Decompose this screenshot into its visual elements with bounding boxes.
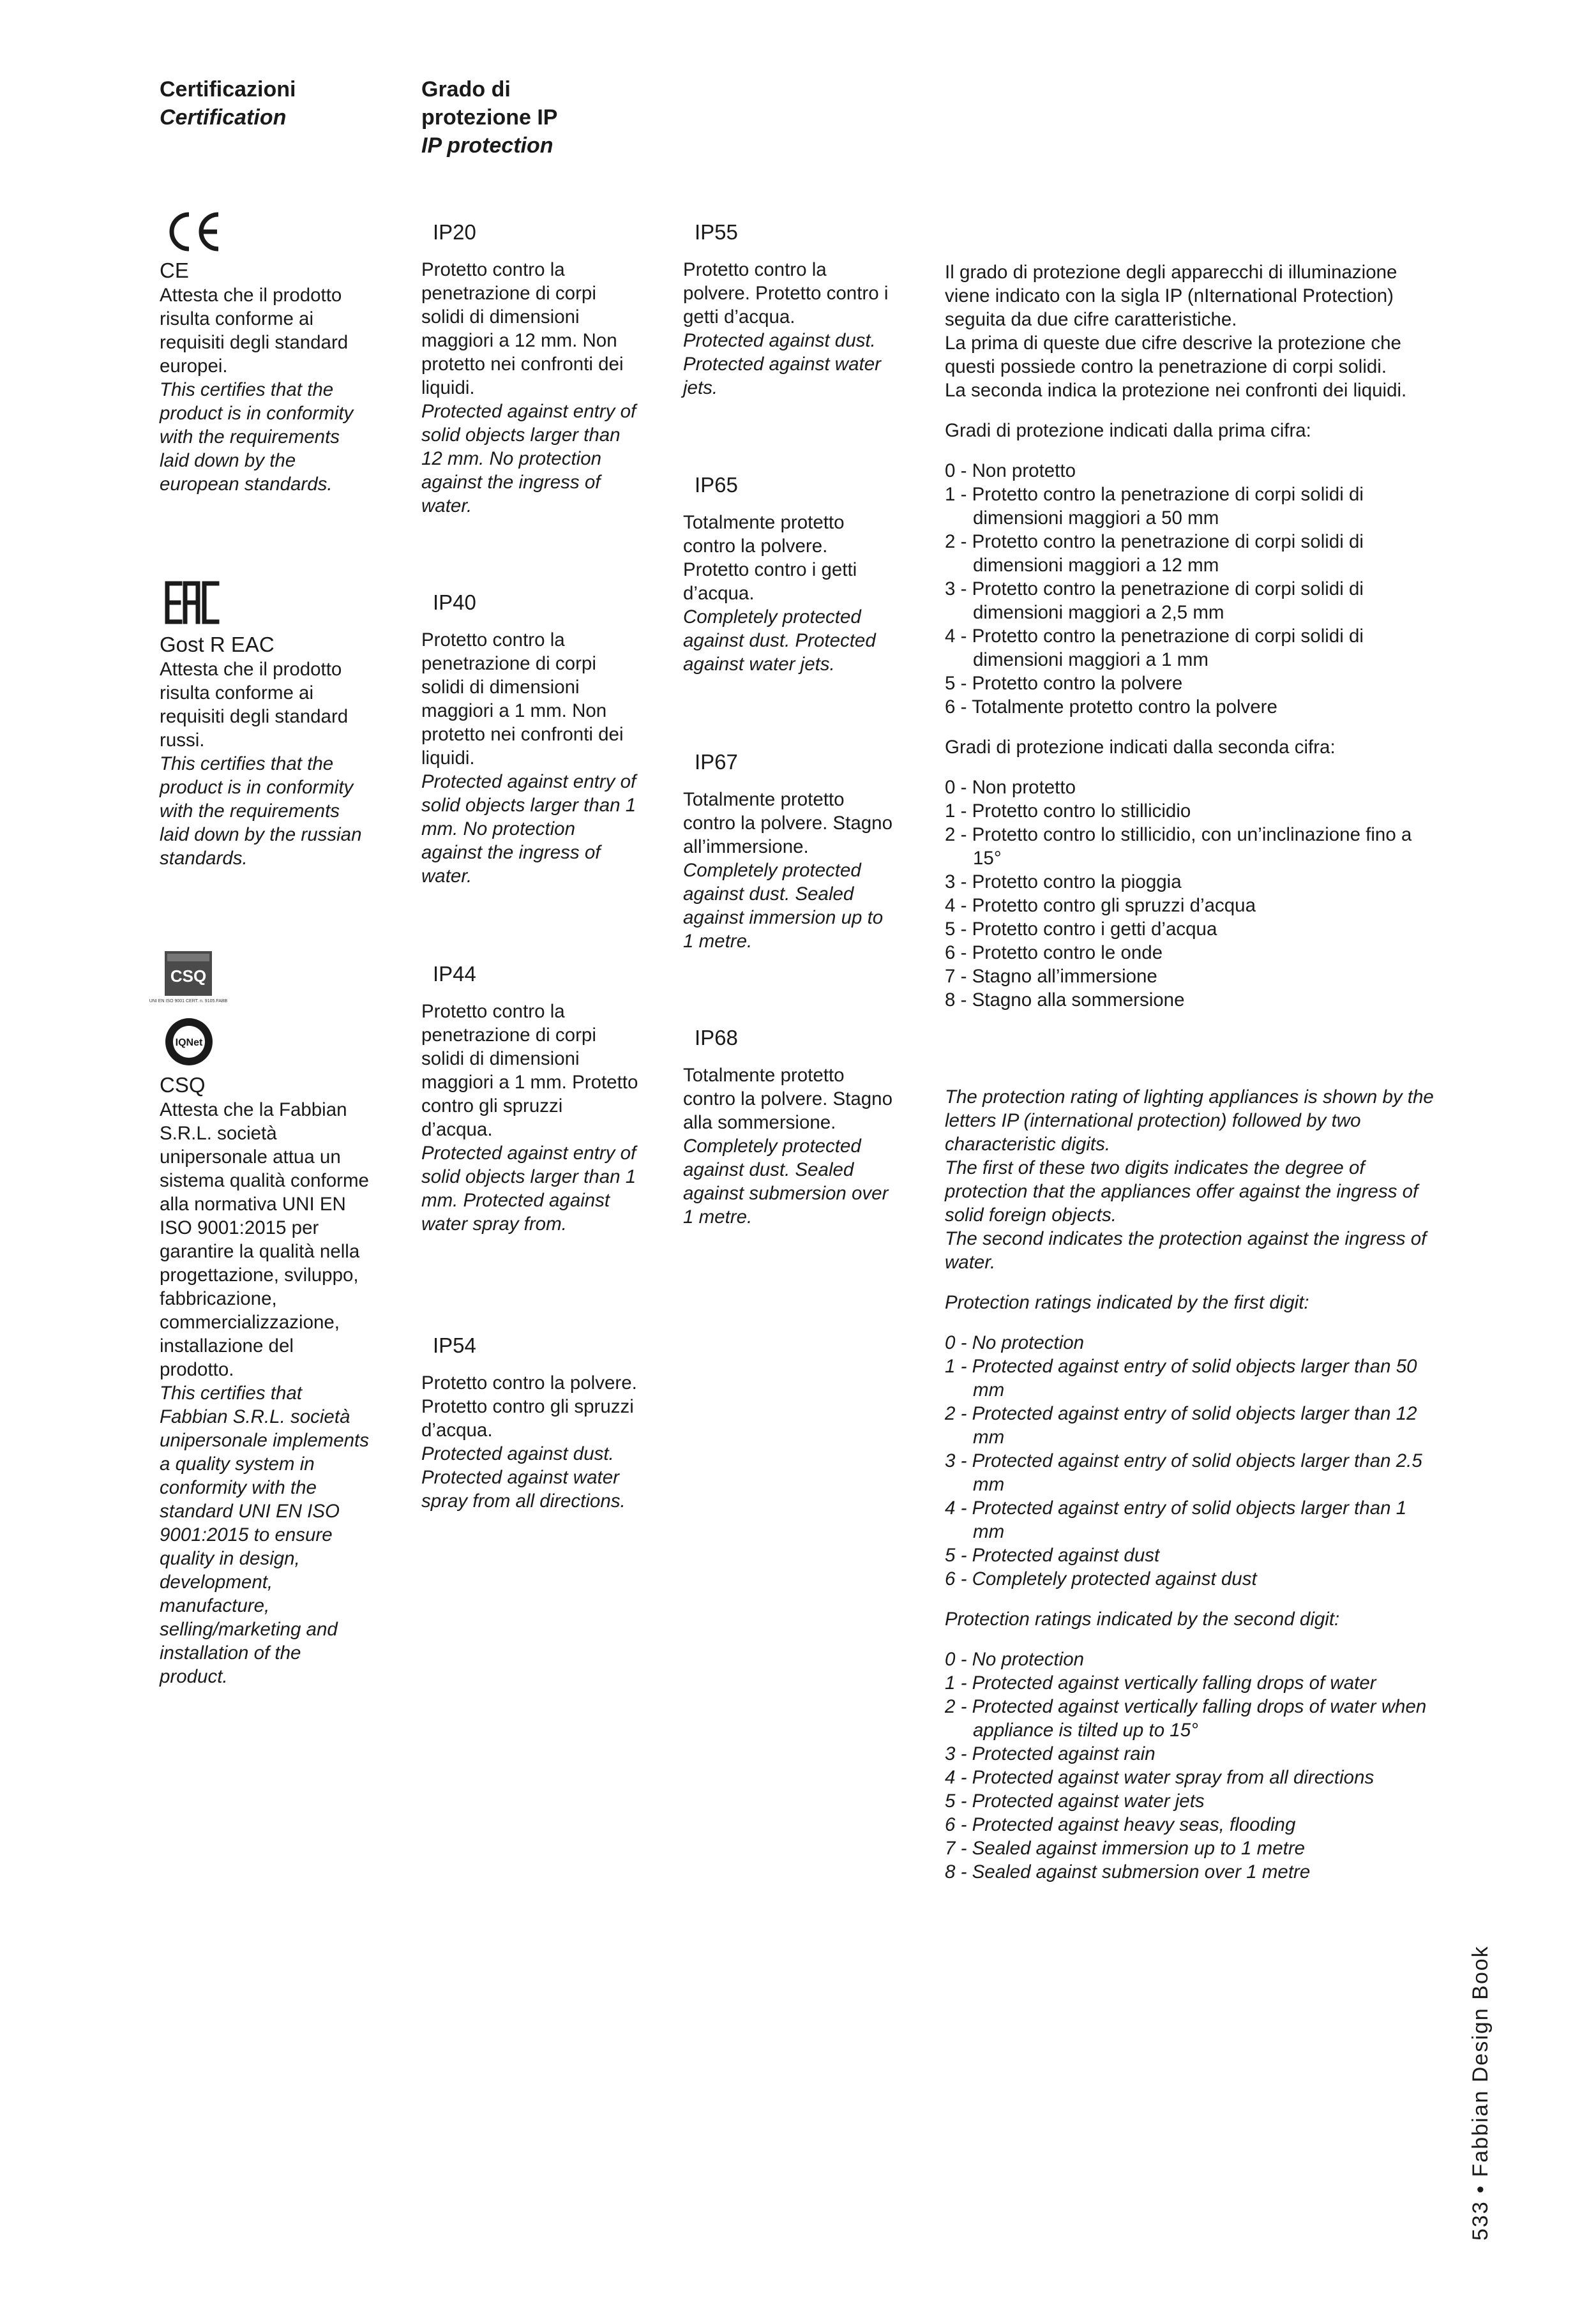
cert-eac-it: Attesta che il prodotto risulta conforme ai requisiti degli standard russi. — [160, 659, 349, 751]
list-item: 5 - Protetto contro la polvere — [945, 673, 1183, 694]
cert-csq-title: CSQ — [160, 1073, 206, 1097]
list-item: 0 - No protection — [945, 1649, 1085, 1670]
csq-logo-text: CSQ — [170, 966, 207, 986]
list-item: 3 - Protetto contro la pioggia — [945, 871, 1182, 892]
list-item: 6 - Totalmente protetto contro la polvere — [945, 696, 1277, 717]
ip55-it: Protetto contro la polvere. Protetto contro i getti d’acqua. — [683, 259, 889, 327]
ip40-it: Protetto contro la penetrazione di corpi solidi di dimensioni maggiori a 1 mm. Non protetto nei confronti dei liquidi. — [421, 629, 624, 769]
page-footer — [1468, 1945, 1493, 2241]
footer-bullet: • — [1468, 2184, 1493, 2193]
list-item: 4 - Protected against entry of solid objects larger than 1 mm — [945, 1498, 1407, 1542]
ip44-en: Protected against entry of solid objects larger than 1 mm. Protected against water spray from. — [421, 1143, 636, 1235]
ip-rating-ip20 — [421, 220, 638, 518]
list-item: 3 - Protetto contro la penetrazione di corpi solidi di dimensioni maggiori a 2,5 mm — [945, 578, 1364, 623]
ip-rating-ip68 — [683, 1025, 894, 1229]
list-item: 2 - Protetto contro la penetrazione di corpi solidi di dimensioni maggiori a 12 mm — [945, 531, 1364, 576]
ip40-en: Protected against entry of solid objects larger than 1 mm. No protection against the ingress of water. — [421, 771, 636, 887]
book-title: Fabbian Design Book — [1468, 1945, 1493, 2177]
ce-mark-icon — [165, 211, 222, 253]
list-item: 5 - Protected against water jets — [945, 1791, 1205, 1812]
list-item: 1 - Protected against entry of solid objects larger than 50 mm — [945, 1356, 1417, 1401]
ip-protection-header — [421, 75, 651, 160]
ip67-code: IP67 — [695, 750, 738, 774]
cert-ce-en: This certifies that the product is in conformity with the requirements laid down by the european standards. — [160, 379, 354, 495]
ip-rating-ip40 — [421, 590, 638, 888]
ip20-en: Protected against entry of solid objects larger than 12 mm. No protection against the ingress of water. — [421, 401, 636, 516]
explanation-it-first-title: Gradi di protezione indicati dalla prima cifra: — [945, 420, 1311, 441]
list-item: 0 - Non protetto — [945, 460, 1076, 481]
cert-ce-block — [160, 258, 370, 496]
explanation-it-intro-3: La seconda indica la protezione nei confronti dei liquidi. — [945, 380, 1407, 401]
list-item: 4 - Protetto contro gli spruzzi d’acqua — [945, 895, 1256, 916]
ip54-it: Protetto contro la polvere. Protetto contro gli spruzzi d’acqua. — [421, 1372, 637, 1441]
csq-logo — [149, 951, 228, 1011]
list-item: 2 - Protetto contro lo stillicidio, con un’inclinazione fino a 15° — [945, 824, 1412, 869]
ip20-code: IP20 — [433, 220, 476, 244]
certification-header-en: Certification — [160, 105, 287, 130]
ip-rating-ip55 — [683, 220, 894, 400]
ip68-en: Completely protected against dust. Sealed against submersion over 1 metre. — [683, 1136, 889, 1228]
explanation-en-intro-1: The protection rating of lighting appliances is shown by the letters IP (international protection) followed by two characteristic digits. — [945, 1086, 1434, 1155]
cert-eac-title: Gost R EAC — [160, 633, 275, 656]
explanation-en-intro-2: The first of these two digits indicates the degree of protection that the appliances offer against the ingress of solid foreign objects. — [945, 1157, 1419, 1226]
explanation-en-second-list — [945, 1648, 1443, 1884]
explanation-en-intro-3: The second indicates the protection against the ingress of water. — [945, 1228, 1427, 1273]
ip-rating-ip67 — [683, 749, 894, 953]
cert-eac-block — [160, 632, 370, 870]
explanation-en-second-title: Protection ratings indicated by the second digit: — [945, 1609, 1340, 1630]
list-item: 5 - Protetto contro i getti d’acqua — [945, 919, 1217, 940]
explanation-it-second-list — [945, 776, 1443, 1012]
ip65-en: Completely protected against dust. Protected against water jets. — [683, 606, 876, 675]
list-item: 1 - Protetto contro lo stillicidio — [945, 800, 1191, 822]
list-item: 2 - Protected against entry of solid objects larger than 12 mm — [945, 1403, 1417, 1448]
explanation-en-first-title: Protection ratings indicated by the first digit: — [945, 1292, 1309, 1313]
list-item: 1 - Protected against vertically falling drops of water — [945, 1672, 1376, 1694]
ip44-code: IP44 — [433, 962, 476, 986]
ip65-code: IP65 — [695, 473, 738, 497]
list-item: 8 - Stagno alla sommersione — [945, 989, 1185, 1010]
ip55-en: Protected against dust. Protected against water jets. — [683, 330, 881, 398]
cert-eac-en: This certifies that the product is in conformity with the requirements laid down by the russian standards. — [160, 753, 362, 869]
ip-header-it-line1: Grado di — [421, 77, 511, 101]
page-number: 533 — [1468, 2200, 1493, 2241]
list-item: 7 - Sealed against immersion up to 1 metre — [945, 1838, 1306, 1859]
ip65-it: Totalmente protetto contro la polvere. Protetto contro i getti d’acqua. — [683, 512, 857, 604]
list-item: 6 - Completely protected against dust — [945, 1568, 1257, 1589]
list-item: 8 - Sealed against submersion over 1 metre — [945, 1861, 1311, 1882]
ip68-code: IP68 — [695, 1026, 738, 1049]
eac-mark-icon — [165, 581, 220, 624]
certification-header-it: Certificazioni — [160, 77, 296, 101]
cert-ce-title: CE — [160, 259, 189, 282]
explanation-it — [945, 260, 1443, 1012]
csq-logo-subtext: UNI EN ISO 9001 CERT. n. 9105.FABB — [149, 999, 228, 1003]
ip54-code: IP54 — [433, 1334, 476, 1357]
ip44-it: Protetto contro la penetrazione di corpi solidi di dimensioni maggiori a 1 mm. Protetto contro gli spruzzi d’acqua. — [421, 1001, 638, 1140]
cert-csq-en: This certifies that Fabbian S.R.L. società unipersonale implements a quality system in conformity with the standard UNI EN ISO 9001:2015 to ensure quality in design, development, manufacture, selling/marketing and installation of the product. — [160, 1383, 369, 1687]
certification-header — [160, 75, 377, 131]
list-item: 2 - Protected against vertically falling drops of water when appliance is tilted up to 15° — [945, 1696, 1427, 1741]
ip-rating-ip44 — [421, 961, 638, 1236]
ip-rating-ip54 — [421, 1333, 638, 1513]
list-item: 5 - Protected against dust — [945, 1545, 1160, 1566]
explanation-it-first-list — [945, 459, 1443, 719]
explanation-en — [945, 1085, 1443, 1884]
ip67-en: Completely protected against dust. Sealed against immersion up to 1 metre. — [683, 860, 884, 952]
cert-csq-it: Attesta che la Fabbian S.R.L. società unipersonale attua un sistema qualità conforme alla normativa UNI EN ISO 9001:2015 per garantire la qualità nella progettazione, sviluppo, fabbricazione, commercializzazione, installazione del prodotto. — [160, 1099, 369, 1380]
explanation-it-intro-2: La prima di queste due cifre descrive la protezione che questi possiede contro la penetrazione di corpi solidi. — [945, 333, 1401, 377]
cert-csq-block — [160, 1072, 370, 1688]
list-item: 7 - Stagno all’immersione — [945, 966, 1157, 987]
explanation-it-intro-1: Il grado di protezione degli apparecchi di illuminazione viene indicato con la sigla IP (nIternational Protection) seguita da due cifre caratteristiche. — [945, 262, 1397, 330]
ip40-code: IP40 — [433, 590, 476, 614]
list-item: 3 - Protected against rain — [945, 1743, 1156, 1764]
cert-ce-it: Attesta che il prodotto risulta conforme ai requisiti degli standard europei. — [160, 285, 349, 377]
list-item: 6 - Protetto contro le onde — [945, 942, 1163, 963]
ip-header-en: IP protection — [421, 133, 553, 158]
list-item: 0 - Non protetto — [945, 777, 1076, 798]
ip68-it: Totalmente protetto contro la polvere. Stagno alla sommersione. — [683, 1065, 892, 1133]
list-item: 4 - Protetto contro la penetrazione di corpi solidi di dimensioni maggiori a 1 mm — [945, 626, 1364, 670]
ip-header-it-line2: protezione IP — [421, 105, 558, 130]
list-item: 1 - Protetto contro la penetrazione di corpi solidi di dimensioni maggiori a 50 mm — [945, 484, 1364, 529]
list-item: 3 - Protected against entry of solid objects larger than 2.5 mm — [945, 1450, 1422, 1495]
iqnet-logo-text: IQNet — [175, 1037, 203, 1048]
list-item: 6 - Protected against heavy seas, flooding — [945, 1814, 1296, 1835]
ip55-code: IP55 — [695, 220, 738, 244]
list-item: 0 - No protection — [945, 1332, 1085, 1353]
iqnet-logo — [163, 1016, 215, 1067]
explanation-en-first-list — [945, 1331, 1443, 1591]
list-item: 4 - Protected against water spray from all directions — [945, 1767, 1374, 1788]
ip-rating-ip65 — [683, 472, 894, 676]
ip54-en: Protected against dust. Protected against water spray from all directions. — [421, 1443, 626, 1512]
ip67-it: Totalmente protetto contro la polvere. Stagno all’immersione. — [683, 789, 892, 857]
explanation-it-second-title: Gradi di protezione indicati dalla seconda cifra: — [945, 737, 1336, 758]
ip20-it: Protetto contro la penetrazione di corpi solidi di dimensioni maggiori a 12 mm. Non protetto nei confronti dei liquidi. — [421, 259, 624, 398]
